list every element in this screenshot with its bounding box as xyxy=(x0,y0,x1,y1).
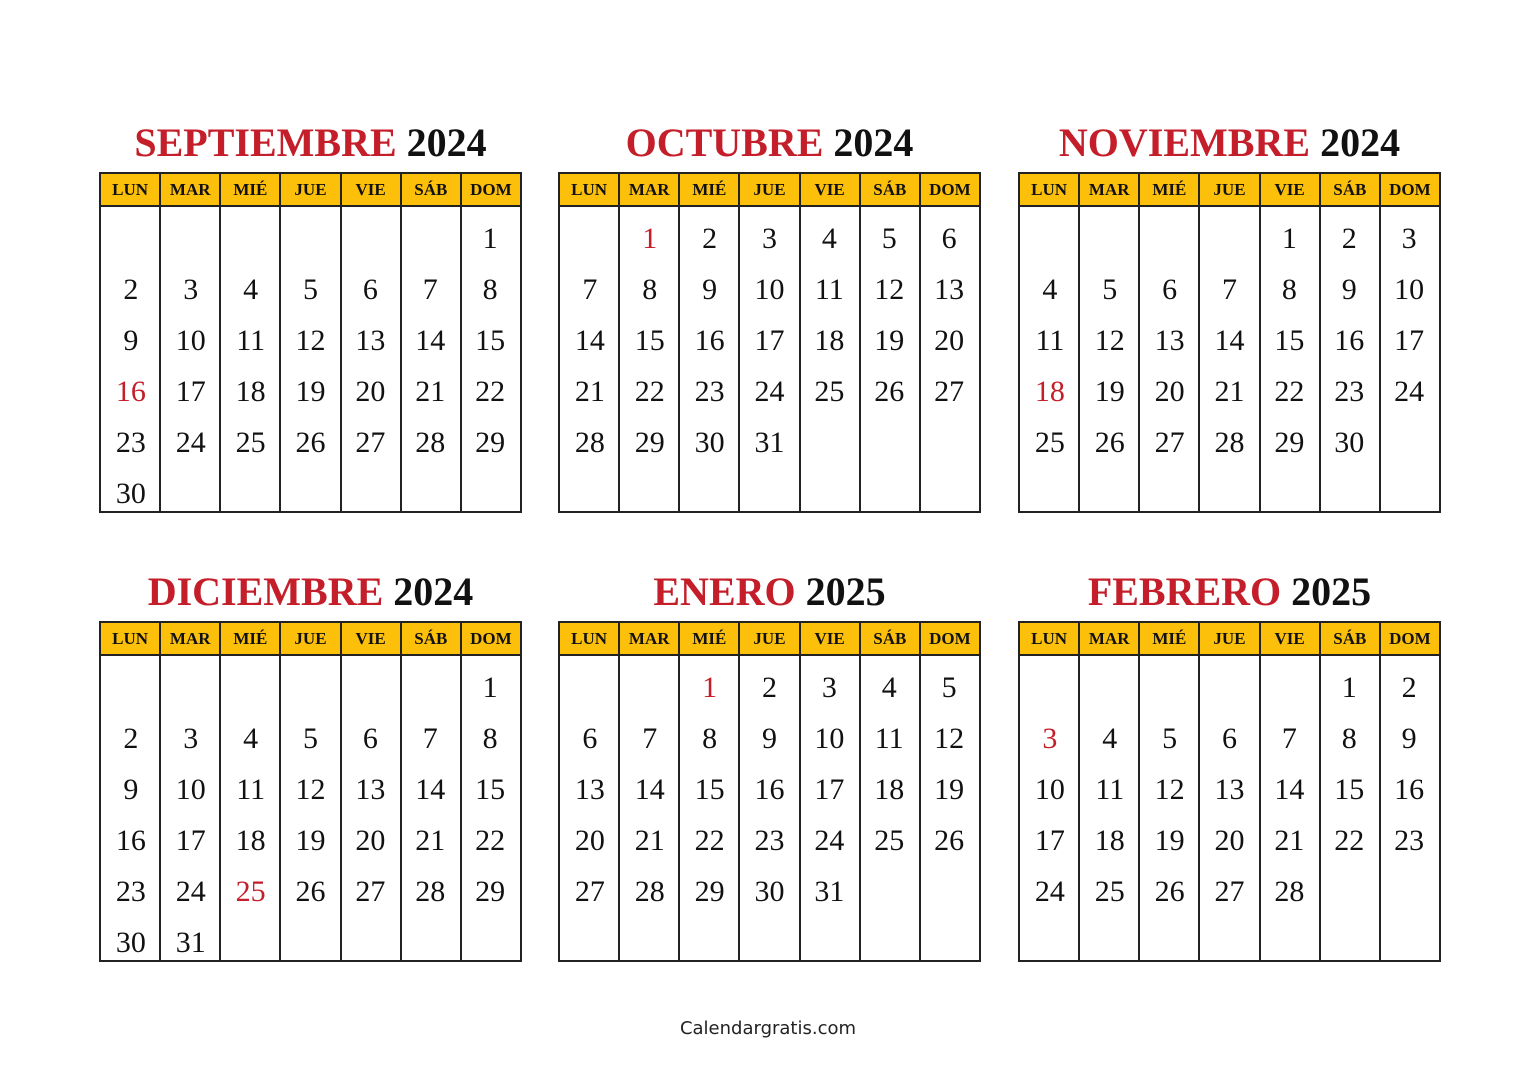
day-cell: 4 xyxy=(1102,722,1118,755)
day-cell: 10 xyxy=(1034,773,1065,806)
month-year: 2025 xyxy=(805,569,886,614)
month-title xyxy=(1018,118,1441,168)
day-cell: 2 xyxy=(1401,671,1417,704)
weekday-label: SÁB xyxy=(861,623,921,654)
day-cell: 22 xyxy=(475,824,506,857)
weekday-label: MIÉ xyxy=(221,174,281,205)
day-cell: 24 xyxy=(175,875,206,908)
empty-day-cell xyxy=(1020,656,1080,707)
day-cell: 11 xyxy=(1035,324,1065,357)
day-cell: 21 xyxy=(1274,824,1305,857)
day-cell: 7 xyxy=(642,722,658,755)
day-cell: 2 xyxy=(1341,222,1357,255)
day-cells xyxy=(1020,207,1439,511)
day-cell: 31 xyxy=(754,426,785,459)
day-cell: 28 xyxy=(415,426,446,459)
weekday-label: VIE xyxy=(1261,174,1321,205)
day-cell: 6 xyxy=(582,722,598,755)
day-cell: 13 xyxy=(574,773,605,806)
day-cell: 14 xyxy=(415,324,446,357)
day-cell: 8 xyxy=(702,722,718,755)
weekday-label: SÁB xyxy=(861,174,921,205)
weekday-label: MAR xyxy=(161,623,221,654)
day-cell: 11 xyxy=(1095,773,1125,806)
day-cell: 4 xyxy=(821,222,837,255)
day-cell: 26 xyxy=(934,824,965,857)
day-cell: 18 xyxy=(1094,824,1125,857)
weekday-label: JUE xyxy=(281,174,341,205)
day-cell: 9 xyxy=(761,722,777,755)
day-cell: 15 xyxy=(475,324,506,357)
day-cell: 27 xyxy=(355,875,386,908)
weekday-header-row xyxy=(1020,623,1439,656)
day-cell: 10 xyxy=(754,273,785,306)
day-cell: 30 xyxy=(1334,426,1365,459)
empty-day-cell xyxy=(340,207,400,258)
weekday-label: MIÉ xyxy=(221,623,281,654)
day-cell: 26 xyxy=(874,375,905,408)
day-cell: 12 xyxy=(934,722,965,755)
day-cell: 2 xyxy=(761,671,777,704)
weekday-label: VIE xyxy=(801,623,861,654)
day-cell: 16 xyxy=(754,773,785,806)
day-cell: 1 xyxy=(482,671,498,704)
empty-day-cell xyxy=(161,207,221,258)
day-cell: 30 xyxy=(115,477,146,510)
day-cell: 17 xyxy=(175,824,206,857)
day-cell: 28 xyxy=(634,875,665,908)
weekday-label: JUE xyxy=(1200,623,1260,654)
weekday-label: SÁB xyxy=(1321,623,1381,654)
empty-day-cell xyxy=(340,656,400,707)
day-cell: 26 xyxy=(295,426,326,459)
day-cell: 27 xyxy=(355,426,386,459)
day-cell: 11 xyxy=(236,324,266,357)
day-cell: 25 xyxy=(1034,426,1065,459)
weekday-header-row xyxy=(560,623,979,656)
month-year: 2025 xyxy=(1291,569,1372,614)
empty-day-cell xyxy=(281,656,341,707)
empty-day-cell xyxy=(560,656,620,707)
month-year: 2024 xyxy=(406,120,487,165)
month-name: DICIEMBRE xyxy=(147,569,384,614)
day-cell: 20 xyxy=(1154,375,1185,408)
day-cell: 5 xyxy=(941,671,957,704)
day-cell: 11 xyxy=(814,273,844,306)
day-cell: 28 xyxy=(574,426,605,459)
day-cell: 15 xyxy=(1274,324,1305,357)
weekday-label: VIE xyxy=(342,623,402,654)
day-cell: 17 xyxy=(754,324,785,357)
day-cell: 19 xyxy=(295,375,326,408)
day-cell: 19 xyxy=(295,824,326,857)
weekday-label: LUN xyxy=(101,623,161,654)
day-cells xyxy=(560,207,979,511)
day-cell: 23 xyxy=(694,375,725,408)
day-cell: 21 xyxy=(634,824,665,857)
day-cell: 1 xyxy=(1341,671,1357,704)
day-cell: 25 xyxy=(235,426,266,459)
day-cell: 14 xyxy=(1214,324,1245,357)
day-cell: 12 xyxy=(295,324,326,357)
day-cell: 29 xyxy=(475,875,506,908)
day-cell: 27 xyxy=(1154,426,1185,459)
month-title xyxy=(99,118,522,168)
month-name: OCTUBRE xyxy=(625,120,824,165)
day-cell: 8 xyxy=(482,722,498,755)
day-cell: 11 xyxy=(874,722,904,755)
month-grid xyxy=(1018,621,1441,962)
day-cell: 4 xyxy=(243,722,259,755)
day-cell: 18 xyxy=(874,773,905,806)
day-cell: 8 xyxy=(1341,722,1357,755)
day-cell: 18 xyxy=(235,375,266,408)
day-cell: 2 xyxy=(123,722,139,755)
day-cell: 9 xyxy=(1401,722,1417,755)
day-cell: 28 xyxy=(1214,426,1245,459)
day-cell: 3 xyxy=(183,273,199,306)
day-cells xyxy=(1020,656,1439,960)
weekday-label: LUN xyxy=(1020,174,1080,205)
empty-day-cell xyxy=(101,207,161,258)
day-cell: 14 xyxy=(415,773,446,806)
month-title xyxy=(558,567,981,617)
day-cell: 9 xyxy=(123,773,139,806)
day-cell: 7 xyxy=(1281,722,1297,755)
day-cell: 23 xyxy=(115,426,146,459)
weekday-label: SÁB xyxy=(1321,174,1381,205)
weekday-header-row xyxy=(101,174,520,207)
day-cell: 22 xyxy=(694,824,725,857)
day-cell: 10 xyxy=(175,324,206,357)
day-cell: 21 xyxy=(415,824,446,857)
day-cell: 24 xyxy=(1034,875,1065,908)
day-cell: 13 xyxy=(1214,773,1245,806)
month-name: ENERO xyxy=(653,569,796,614)
day-cell: 17 xyxy=(1394,324,1425,357)
day-cell: 23 xyxy=(754,824,785,857)
month-name: NOVIEMBRE xyxy=(1058,120,1311,165)
weekday-label: MIÉ xyxy=(680,174,740,205)
day-cell: 24 xyxy=(754,375,785,408)
day-cell: 13 xyxy=(1154,324,1185,357)
day-cell: 3 xyxy=(821,671,837,704)
month-year: 2024 xyxy=(833,120,914,165)
empty-day-cell xyxy=(560,207,620,258)
day-cell: 22 xyxy=(634,375,665,408)
day-cell: 7 xyxy=(422,722,438,755)
day-cell: 16 xyxy=(1334,324,1365,357)
day-cell: 14 xyxy=(1274,773,1305,806)
month-grid xyxy=(1018,172,1441,513)
day-cell: 5 xyxy=(1162,722,1178,755)
month-grid xyxy=(558,621,981,962)
day-cell: 23 xyxy=(1394,824,1425,857)
day-cells xyxy=(101,656,520,960)
weekday-label: DOM xyxy=(929,629,971,648)
weekday-label: VIE xyxy=(342,174,402,205)
empty-day-cell xyxy=(221,207,281,258)
day-cell: 2 xyxy=(123,273,139,306)
day-cell: 25 xyxy=(1094,875,1125,908)
day-cell: 13 xyxy=(355,773,386,806)
day-cell: 30 xyxy=(115,926,146,959)
weekday-label: DOM xyxy=(470,180,512,199)
day-cell: 30 xyxy=(754,875,785,908)
day-cell: 29 xyxy=(694,875,725,908)
day-cell: 12 xyxy=(874,273,905,306)
weekday-label: LUN xyxy=(1020,623,1080,654)
month-title xyxy=(99,567,522,617)
weekday-label: DOM xyxy=(470,629,512,648)
day-cell: 23 xyxy=(115,875,146,908)
weekday-label: JUE xyxy=(1200,174,1260,205)
day-cell: 14 xyxy=(634,773,665,806)
weekday-label: DOM xyxy=(929,180,971,199)
day-cell: 7 xyxy=(422,273,438,306)
holiday-day-cell: 3 xyxy=(1042,722,1058,755)
day-cells xyxy=(101,207,520,511)
empty-day-cell xyxy=(1200,656,1260,707)
day-cell: 8 xyxy=(1281,273,1297,306)
weekday-label: LUN xyxy=(101,174,161,205)
day-cell: 29 xyxy=(1274,426,1305,459)
day-cell: 27 xyxy=(934,375,965,408)
empty-day-cell xyxy=(221,656,281,707)
month-title xyxy=(558,118,981,168)
empty-day-cell xyxy=(101,656,161,707)
day-cell: 5 xyxy=(302,273,318,306)
day-cell: 29 xyxy=(475,426,506,459)
day-cell: 15 xyxy=(1334,773,1365,806)
weekday-label: MAR xyxy=(1080,174,1140,205)
day-cell: 3 xyxy=(761,222,777,255)
holiday-day-cell: 16 xyxy=(115,375,146,408)
weekday-label: DOM xyxy=(1389,629,1431,648)
day-cell: 6 xyxy=(362,273,378,306)
day-cell: 24 xyxy=(814,824,845,857)
day-cell: 20 xyxy=(934,324,965,357)
day-cell: 19 xyxy=(874,324,905,357)
day-cell: 22 xyxy=(1274,375,1305,408)
day-cell: 9 xyxy=(1341,273,1357,306)
month-year: 2024 xyxy=(1320,120,1401,165)
day-cell: 21 xyxy=(415,375,446,408)
day-cell: 12 xyxy=(1094,324,1125,357)
weekday-label: VIE xyxy=(1261,623,1321,654)
weekday-label: LUN xyxy=(560,174,620,205)
day-cell: 8 xyxy=(482,273,498,306)
empty-day-cell xyxy=(1259,656,1319,707)
weekday-label: SÁB xyxy=(402,174,462,205)
day-cell: 26 xyxy=(1154,875,1185,908)
day-cell: 12 xyxy=(295,773,326,806)
empty-day-cell xyxy=(1080,207,1140,258)
weekday-label: SÁB xyxy=(402,623,462,654)
day-cell: 11 xyxy=(236,773,266,806)
day-cell: 19 xyxy=(1154,824,1185,857)
empty-day-cell xyxy=(161,656,221,707)
day-cell: 26 xyxy=(1094,426,1125,459)
weekday-label: JUE xyxy=(740,623,800,654)
day-cell: 26 xyxy=(295,875,326,908)
day-cell: 4 xyxy=(243,273,259,306)
empty-day-cell xyxy=(281,207,341,258)
day-cell: 9 xyxy=(123,324,139,357)
holiday-day-cell: 25 xyxy=(235,875,266,908)
day-cell: 1 xyxy=(482,222,498,255)
day-cell: 28 xyxy=(1274,875,1305,908)
day-cell: 18 xyxy=(235,824,266,857)
day-cell: 7 xyxy=(1221,273,1237,306)
day-cell: 13 xyxy=(934,273,965,306)
day-cell: 13 xyxy=(355,324,386,357)
month-grid xyxy=(99,172,522,513)
day-cell: 31 xyxy=(814,875,845,908)
day-cell: 20 xyxy=(574,824,605,857)
day-cell: 10 xyxy=(175,773,206,806)
day-cell: 19 xyxy=(1094,375,1125,408)
weekday-label: DOM xyxy=(1389,180,1431,199)
day-cell: 16 xyxy=(694,324,725,357)
day-cell: 6 xyxy=(941,222,957,255)
day-cell: 24 xyxy=(175,426,206,459)
day-cell: 6 xyxy=(362,722,378,755)
day-cell: 17 xyxy=(814,773,845,806)
day-cell: 23 xyxy=(1334,375,1365,408)
empty-day-cell xyxy=(1200,207,1260,258)
month-grid xyxy=(558,172,981,513)
day-cell: 20 xyxy=(355,375,386,408)
weekday-label: LUN xyxy=(560,623,620,654)
footer-site-name: Calendargratis.com xyxy=(679,1018,857,1039)
weekday-label: MAR xyxy=(620,174,680,205)
day-cell: 10 xyxy=(1394,273,1425,306)
day-cell: 27 xyxy=(574,875,605,908)
day-cell: 22 xyxy=(475,375,506,408)
holiday-day-cell: 1 xyxy=(702,671,718,704)
day-cell: 9 xyxy=(702,273,718,306)
day-cell: 5 xyxy=(881,222,897,255)
month-name: SEPTIEMBRE xyxy=(134,120,397,165)
day-cell: 27 xyxy=(1214,875,1245,908)
weekday-label: JUE xyxy=(740,174,800,205)
day-cell: 3 xyxy=(1401,222,1417,255)
empty-day-cell xyxy=(400,207,460,258)
day-cell: 21 xyxy=(574,375,605,408)
weekday-header-row xyxy=(560,174,979,207)
empty-day-cell xyxy=(620,656,680,707)
day-cell: 30 xyxy=(694,426,725,459)
day-cell: 29 xyxy=(634,426,665,459)
day-cell: 18 xyxy=(814,324,845,357)
day-cells xyxy=(560,656,979,960)
day-cell: 21 xyxy=(1214,375,1245,408)
empty-day-cell xyxy=(1140,656,1200,707)
day-cell: 25 xyxy=(814,375,845,408)
day-cell: 2 xyxy=(702,222,718,255)
day-cell: 5 xyxy=(302,722,318,755)
day-cell: 1 xyxy=(1281,222,1297,255)
weekday-label: MIÉ xyxy=(680,623,740,654)
day-cell: 16 xyxy=(115,824,146,857)
day-cell: 15 xyxy=(475,773,506,806)
empty-day-cell xyxy=(1080,656,1140,707)
month-grid xyxy=(99,621,522,962)
day-cell: 12 xyxy=(1154,773,1185,806)
day-cell: 4 xyxy=(1042,273,1058,306)
day-cell: 16 xyxy=(1394,773,1425,806)
day-cell: 20 xyxy=(1214,824,1245,857)
day-cell: 25 xyxy=(874,824,905,857)
month-title xyxy=(1018,567,1441,617)
weekday-label: JUE xyxy=(281,623,341,654)
day-cell: 14 xyxy=(574,324,605,357)
day-cell: 8 xyxy=(642,273,658,306)
day-cell: 5 xyxy=(1102,273,1118,306)
weekday-header-row xyxy=(101,623,520,656)
holiday-day-cell: 1 xyxy=(642,222,658,255)
day-cell: 17 xyxy=(1034,824,1065,857)
day-cell: 17 xyxy=(175,375,206,408)
holiday-day-cell: 18 xyxy=(1034,375,1065,408)
empty-day-cell xyxy=(1140,207,1200,258)
day-cell: 4 xyxy=(881,671,897,704)
empty-day-cell xyxy=(1020,207,1080,258)
day-cell: 19 xyxy=(934,773,965,806)
day-cell: 3 xyxy=(183,722,199,755)
weekday-label: MAR xyxy=(161,174,221,205)
weekday-label: MIÉ xyxy=(1140,623,1200,654)
weekday-label: MAR xyxy=(620,623,680,654)
day-cell: 31 xyxy=(175,926,206,959)
day-cell: 6 xyxy=(1162,273,1178,306)
month-year: 2024 xyxy=(393,569,474,614)
day-cell: 24 xyxy=(1394,375,1425,408)
day-cell: 28 xyxy=(415,875,446,908)
day-cell: 22 xyxy=(1334,824,1365,857)
weekday-header-row xyxy=(1020,174,1439,207)
month-name: FEBRERO xyxy=(1087,569,1282,614)
day-cell: 15 xyxy=(694,773,725,806)
weekday-label: MIÉ xyxy=(1140,174,1200,205)
day-cell: 7 xyxy=(582,273,598,306)
day-cell: 15 xyxy=(634,324,665,357)
weekday-label: MAR xyxy=(1080,623,1140,654)
empty-day-cell xyxy=(400,656,460,707)
day-cell: 6 xyxy=(1221,722,1237,755)
day-cell: 10 xyxy=(814,722,845,755)
weekday-label: VIE xyxy=(801,174,861,205)
day-cell: 20 xyxy=(355,824,386,857)
